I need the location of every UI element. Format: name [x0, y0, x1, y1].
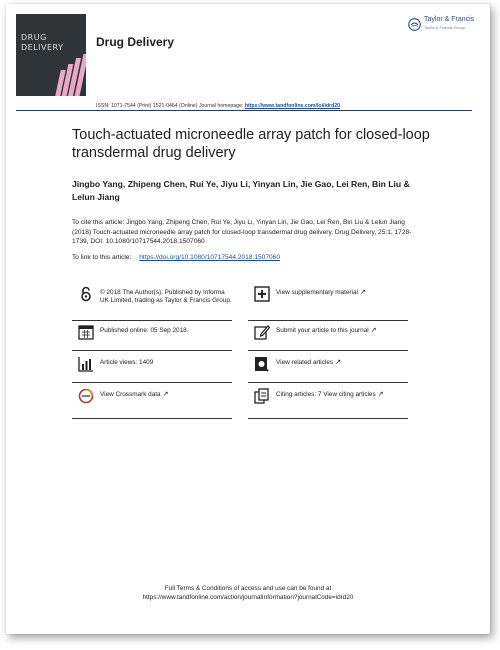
- taylor-francis-icon: [408, 18, 421, 31]
- related-articles-link[interactable]: View related articles: [276, 359, 334, 366]
- related-cell[interactable]: [248, 356, 408, 383]
- license-text: © 2018 The Author(s). Published by Informa UK Limited, trading as Taylor & Francis Group.: [100, 289, 232, 304]
- article-views: Article views: 1409: [100, 359, 154, 366]
- link-label: To link to this article:: [72, 254, 132, 261]
- journal-name: Drug Delivery: [96, 35, 175, 49]
- cover-graphic: [56, 54, 86, 96]
- cite-text: Jingbo Yang, Zhipeng Chen, Rui Ye, Jiyu Li, Yinyan Lin, Jie Gao, Lei Ren, Bin Liu & Lelun Jiang (2018) Touch-actuated microneedle array patch for closed-loop transdermal drug delivery, Drug Delivery, 25:1, 1728-1739, DOI: 10.1080/10717544.2018.1507060: [72, 219, 412, 245]
- crossmark-link[interactable]: View Crossmark data: [100, 391, 161, 398]
- publisher-group: Taylor & Francis Group: [424, 25, 465, 30]
- views-cell: [72, 356, 232, 383]
- footer-line1: Full Terms & Conditions of access and use can be found at: [164, 585, 332, 592]
- citation-block: [72, 218, 416, 247]
- open-access-icon: [78, 286, 94, 302]
- supplementary-icon: [254, 286, 270, 302]
- pdf-cover-page: [6, 4, 490, 634]
- issn-text: ISSN: 1071-7544 (Print) 1521-0464 (Online) Journal homepage:: [96, 103, 244, 109]
- supplementary-link[interactable]: View supplementary material: [276, 289, 358, 296]
- journal-homepage-link[interactable]: https://www.tandfonline.com/loi/idrd20: [244, 103, 341, 109]
- published-date: Published online: 05 Sep 2018.: [100, 327, 189, 334]
- search-document-icon: [254, 356, 270, 372]
- published-cell: [72, 324, 232, 351]
- doi-link[interactable]: https://doi.org/10.1080/10717544.2018.1507060: [139, 254, 281, 261]
- external-link-icon: ↗: [162, 391, 169, 398]
- issn-line: [96, 103, 340, 109]
- edit-icon: [254, 324, 270, 340]
- publisher-name: Taylor & Francis: [424, 16, 475, 23]
- submit-link[interactable]: Submit your article to this journal: [276, 327, 369, 334]
- external-link-icon: ↗: [370, 327, 377, 334]
- external-link-icon: ↗: [335, 359, 341, 366]
- citing-articles-link[interactable]: Citing articles: 7 View citing articles: [276, 391, 376, 398]
- external-link-icon: ↗: [377, 391, 384, 398]
- article-authors: Jingbo Yang, Zhipeng Chen, Rui Ye, Jiyu Li, Yinyan Lin, Jie Gao, Lei Ren, Bin Liu & Lelun Jiang: [72, 179, 410, 202]
- publisher-logo: [408, 16, 474, 32]
- crossmark-cell[interactable]: [72, 388, 232, 419]
- open-access-cell: [72, 286, 232, 321]
- cite-label: To cite this article:: [72, 219, 125, 226]
- cover-title-line1: DRUG: [21, 33, 47, 42]
- calendar-icon: [78, 324, 94, 340]
- journal-cover-thumbnail: [16, 14, 86, 96]
- cover-title-line2: DELIVERY: [21, 43, 64, 52]
- supplementary-cell[interactable]: [248, 286, 408, 321]
- footer: [6, 584, 490, 602]
- external-link-icon: ↗: [359, 289, 366, 296]
- crossmark-icon: [78, 388, 94, 404]
- bar-chart-icon: [78, 356, 94, 372]
- submit-cell[interactable]: [248, 324, 408, 351]
- header-divider: [16, 110, 472, 111]
- citing-cell[interactable]: [248, 388, 408, 419]
- article-link-line: [72, 254, 280, 261]
- footer-terms-link[interactable]: https://www.tandfonline.com/action/journalInformation?journalCode=idrd20: [142, 594, 354, 601]
- article-title: Touch-actuated microneedle array patch for closed-loop transdermal drug delivery: [72, 127, 430, 161]
- citing-articles-icon: [254, 388, 270, 404]
